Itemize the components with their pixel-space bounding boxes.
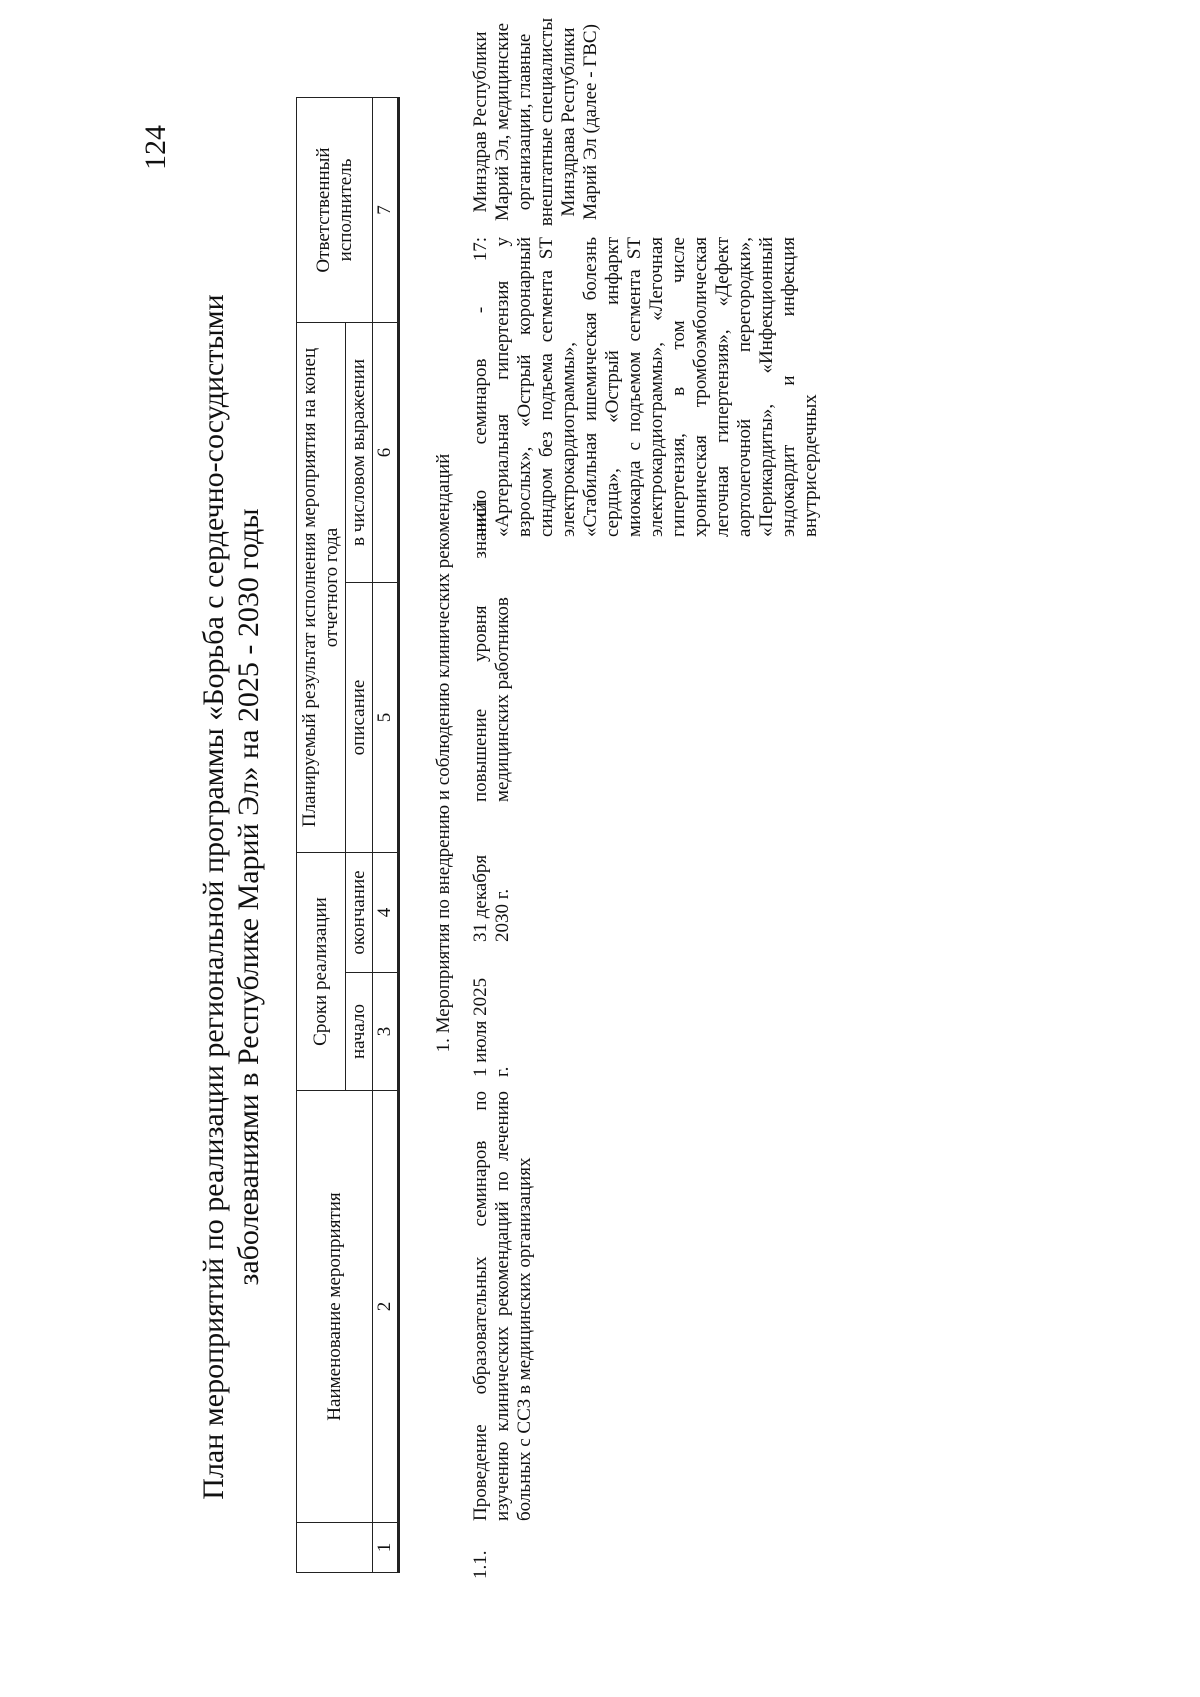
column-number: 3 bbox=[373, 973, 399, 1091]
header-terms: Сроки реализации bbox=[297, 853, 346, 1091]
column-number: 5 bbox=[373, 583, 399, 853]
column-number: 4 bbox=[373, 853, 399, 973]
page-number: 124 bbox=[139, 125, 172, 170]
row-start: 1 июля 2025 г. bbox=[470, 977, 513, 1077]
column-number: 7 bbox=[373, 97, 399, 322]
row-numeric: число семинаров - 17: «Артериальная гипертензия у взрослых», «Острый коронарный синдром без подъема сегмента ST электрокардиограммы», «Стабильная ишемическая болезнь сердца», «Острый инфаркт миокарда с подъемом сегмента ST электрокардиограммы», «Легочная гипертензия, в том числе хроническая тромбоэмболическая легочная гипертензия», «Дефект аортолегочной перегородки», «Перикардиты», «Инфекционный эндокардит и инфекция внутрисердечных bbox=[470, 237, 821, 537]
section-heading: 1. Мероприятия по внедрению и соблюдению клинических рекомендаций bbox=[433, 453, 454, 1053]
column-number: 1 bbox=[373, 1523, 399, 1573]
row-description: повышение уровня знаний медицинских работников bbox=[470, 502, 513, 802]
page-title bbox=[196, 237, 266, 1557]
plan-table bbox=[296, 97, 400, 1573]
row-responsible: Минздрав Республики Марий Эл, медицинские организации, главные внештатные специалисты Минздрава Республики Марий Эл (далее - ГВС) bbox=[470, 17, 601, 227]
column-number: 6 bbox=[373, 322, 399, 582]
title-line-1: План мероприятий по реализации региональной программы «Борьба с сердечно-сосудистыми bbox=[197, 294, 230, 1500]
row-name: Проведение образовательных семинаров по изучению клинических рекомендаций по лечению больных с ССЗ в медицинских организациях bbox=[470, 1091, 535, 1521]
header-start: начало bbox=[346, 973, 373, 1091]
header-name: Наименование мероприятия bbox=[297, 1091, 373, 1523]
column-number: 2 bbox=[373, 1091, 399, 1523]
header-col1 bbox=[297, 1523, 373, 1573]
header-description: описание bbox=[346, 583, 373, 853]
row-end: 31 декабря 2030 г. bbox=[470, 854, 513, 942]
header-numeric: в числовом выражении bbox=[346, 322, 373, 582]
title-line-2: заболеваниями в Республике Марий Эл» на 2025 - 2030 годы bbox=[232, 508, 265, 1286]
header-end: окончание bbox=[346, 853, 373, 973]
header-responsible: Ответственный исполнитель bbox=[297, 97, 373, 322]
row-number: 1.1. bbox=[470, 1550, 491, 1579]
header-planned: Планируемый результат исполнения мероприятия на конец отчетного года bbox=[297, 322, 346, 852]
